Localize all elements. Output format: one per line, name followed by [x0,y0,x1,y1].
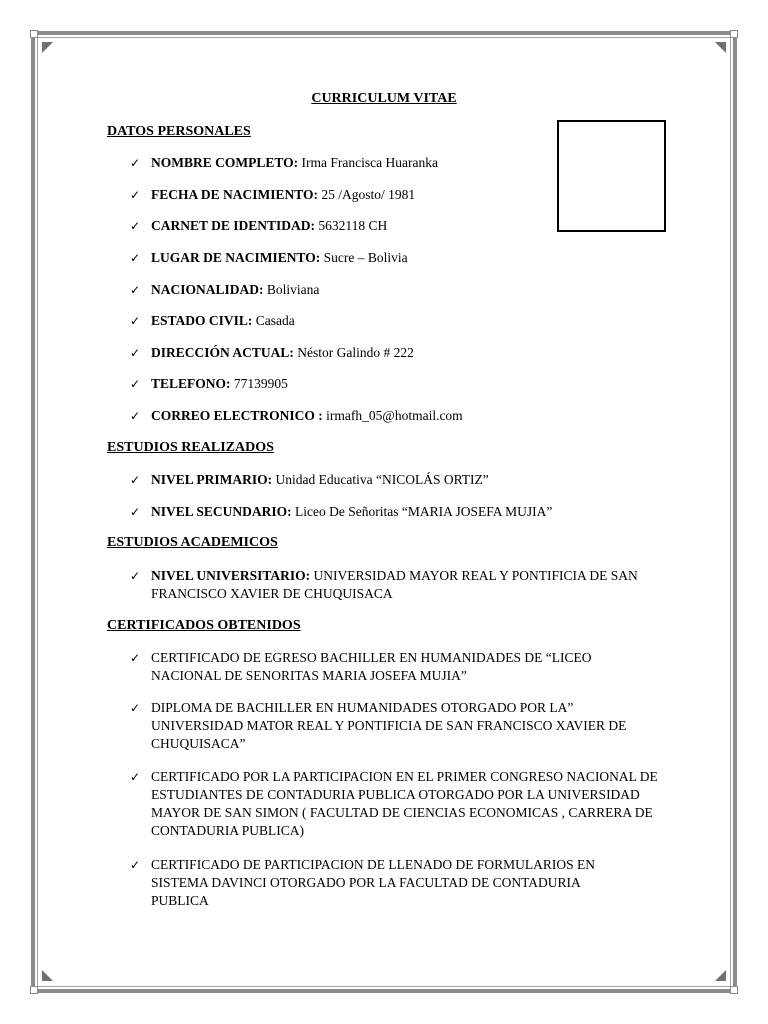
check-icon: ✓ [130,858,141,872]
field-label: NOMBRE COMPLETO: [151,155,299,170]
field-label: TELEFONO: [151,376,231,391]
check-icon: ✓ [130,283,141,297]
check-icon: ✓ [130,569,141,583]
corner-square-tr [730,30,738,38]
list-item [130,407,670,425]
corner-triangle-tr [715,42,726,53]
field-value: UNIVERSIDAD MAYOR REAL Y PONTIFICIA DE SAN FRANCISCO XAVIER DE CHUQUISACA [151,568,638,601]
corner-triangle-br [715,970,726,981]
field-value: Irma Francisca Huaranka [298,155,438,170]
field-label: NIVEL SECUNDARIO: [151,504,292,519]
check-icon: ✓ [130,346,141,360]
list-item [130,154,670,172]
field-label: NIVEL UNIVERSITARIO: [151,568,311,583]
field-label: DIRECCIÓN ACTUAL: [151,345,294,360]
field-value: Boliviana [263,282,320,297]
field-label: LUGAR DE NACIMIENTO: [151,250,321,265]
list-item [130,699,650,753]
list-item [130,186,670,204]
list-item [130,856,630,910]
check-icon: ✓ [130,251,141,265]
list-item [130,217,670,235]
list-item [130,281,670,299]
check-icon: ✓ [130,219,141,233]
list-item [130,471,670,489]
field-value: Sucre – Bolivia [320,250,408,265]
corner-square-bl [30,986,38,994]
check-icon: ✓ [130,770,141,784]
certificate-text: DIPLOMA DE BACHILLER EN HUMANIDADES OTORGADO POR LA” UNIVERSIDAD MATOR REAL Y PONTIFICIA DE SAN FRANCISCO XAVIER DE CHUQUISACA” [151,700,627,751]
list-item [130,249,670,267]
section-heading-estudios-realizados: ESTUDIOS REALIZADOS [107,440,274,455]
check-icon: ✓ [130,188,141,202]
field-value: irmafh_05@hotmail.com [322,408,463,423]
field-value: 25 /Agosto/ 1981 [318,187,416,202]
document-title: CURRICULUM VITAE [311,91,457,106]
list-item [130,567,650,603]
check-icon: ✓ [130,377,141,391]
section-heading-estudios-academicos: ESTUDIOS ACADEMICOS [107,535,278,550]
certificate-text: CERTIFICADO DE PARTICIPACION DE LLENADO DE FORMULARIOS EN SISTEMA DAVINCI OTORGADO POR LA FACULTAD DE CONTADURIA PUBLICA [151,857,596,908]
check-icon: ✓ [130,156,141,170]
check-icon: ✓ [130,473,141,487]
field-label: ESTADO CIVIL: [151,313,253,328]
corner-square-br [730,986,738,994]
section-heading-datos-personales: DATOS PERSONALES [107,124,251,139]
section-heading-certificados: CERTIFICADOS OBTENIDOS [107,618,301,633]
certificate-text: CERTIFICADO POR LA PARTICIPACION EN EL PRIMER CONGRESO NACIONAL DE ESTUDIANTES DE CONTADURIA PUBLICA OTORGADO POR LA UNIVERSIDAD MAYOR DE SAN SIMON ( FACULTAD DE CIENCIAS ECONOMICAS , CARRERA DE CONTADURIA PUBLICA) [151,769,658,838]
field-value: Liceo De Señoritas “MARIA JOSEFA MUJIA” [291,504,553,519]
check-icon: ✓ [130,651,141,665]
check-icon: ✓ [130,701,141,715]
check-icon: ✓ [130,409,141,423]
field-label: CORREO ELECTRONICO : [151,408,323,423]
check-icon: ✓ [130,314,141,328]
list-item [130,768,660,840]
field-value: 5632118 CH [315,218,388,233]
corner-square-tl [30,30,38,38]
field-label: NIVEL PRIMARIO: [151,472,273,487]
field-value: Unidad Educativa “NICOLÁS ORTIZ” [272,472,489,487]
list-item [130,312,670,330]
list-item [130,375,670,393]
field-label: NACIONALIDAD: [151,282,264,297]
field-value: Casada [252,313,295,328]
photo-placeholder [557,120,666,232]
list-item [130,649,610,685]
certificate-text: CERTIFICADO DE EGRESO BACHILLER EN HUMANIDADES DE “LICEO NACIONAL DE SENORITAS MARIA JOSEFA MUJIA” [151,650,592,683]
field-label: FECHA DE NACIMIENTO: [151,187,319,202]
field-value: 77139905 [230,376,288,391]
list-item [130,344,670,362]
corner-triangle-bl [42,970,53,981]
corner-triangle-tl [42,42,53,53]
field-value: Néstor Galindo # 222 [293,345,414,360]
field-label: CARNET DE IDENTIDAD: [151,218,316,233]
list-item [130,503,670,521]
check-icon: ✓ [130,505,141,519]
